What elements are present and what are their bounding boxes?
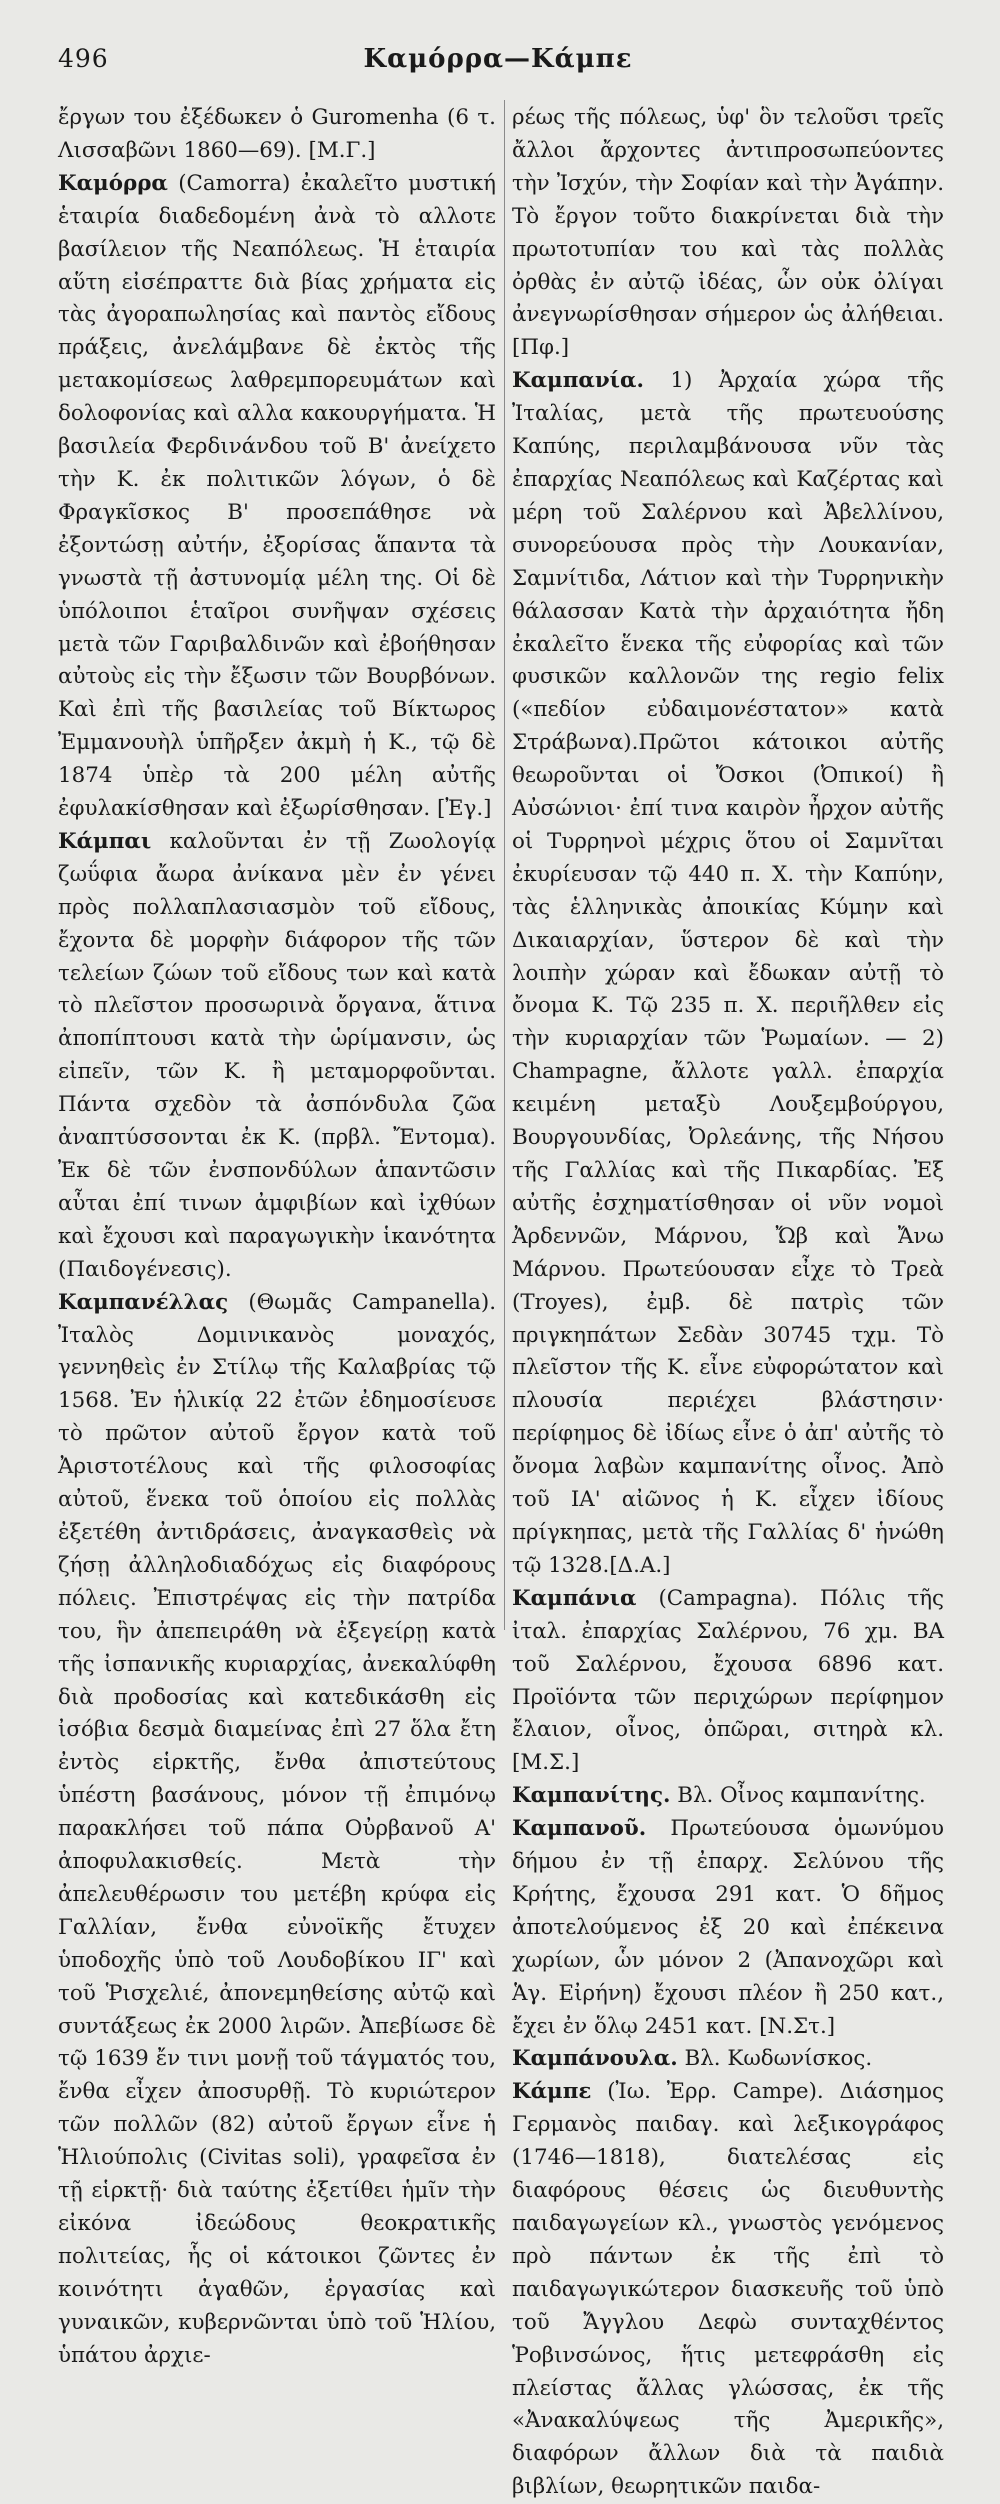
entry-text: (Θωμᾶς Campanella). Ἰταλὸς Δομινικανὸς μοναχός, γεννηθεὶς ἐν Στίλῳ τῆς Καλαβρίας τῷ 1568. Ἐν ἡλικίᾳ 22 ἐτῶν ἐδημοσίευσε τὸ πρῶτον αὐτοῦ ἔργον κατὰ τοῦ Ἀριστοτέλους καὶ τῆς φιλοσοφίας αὐτοῦ, ἕνεκα τοῦ ὁποίου εἰς πολλὰς ἐξετέθη ἀντιδράσεις, ἀναγκασθεὶς νὰ ζήσῃ ἀλληλοδιαδόχως εἰς διαφόρους πόλεις. Ἐπιστρέψας εἰς τὴν πατρίδα του, ἣν ἀπεπειράθη νὰ ἐξεγείρῃ κατὰ τῆς ἰσπανικῆς κυριαρχίας, ἀνεκαλύφθη διὰ προδοσίας καὶ κατεδικάσθη εἰς ἰσόβια δεσμὰ διαμείνας ἐπὶ 27 ὅλα ἔτη ἐντὸς εἱρκτῆς, ἔνθα ἀπιστεύτους ὑπέστη βασάνους, μόνον τῇ ἐπιμόνῳ παρακλήσει τοῦ πάπα Οὐρβανοῦ Α' ἀποφυλακισθείς. Μετὰ τὴν ἀπελευθέρωσιν του μετέβη κρύφα εἰς Γαλλίαν, ἔνθα εὐνοϊκῆς ἔτυχεν ὑποδοχῆς ὑπὸ τοῦ Λουδοβίκου ΙΓ' καὶ τοῦ Ῥισχελιέ, ἀπονεμηθείσης αὐτῷ καὶ συντάξεως ἐκ 2000 λιρῶν. Ἀπεβίωσε δὲ τῷ 1639 ἔν τινι μονῇ τοῦ τάγματός του, ἔνθα εἶχεν ἀποσυρθῇ. Τὸ κυριώτερον τῶν πολλῶν (82) αὐτοῦ ἔργων εἶνε ἡ Ἡλιούπολις (Civitas soli), γραφεῖσα ἐν τῇ εἱρκτῇ· διὰ ταύτης ἐξετίθει ἡμῖν τὴν εἰκόνα ἰδεώδους θεοκρατικῆς πολιτείας, ἧς οἱ κάτοικοι ζῶντες ἐν κοινότητι ἀγαθῶν, ἐργασίας καὶ γυναικῶν, κυβερνῶνται ὑπὸ τοῦ Ἡλίου, ὑπάτου ἀρχιε- (58, 1289, 496, 2368)
entry-headword: Καμπάνια (512, 1585, 637, 1611)
entry-text: 1) Ἀρχαία χώρα τῆς Ἰταλίας, μετὰ τῆς πρωτευούσης Καπύης, περιλαμβάνουσα νῦν τὰς ἐπαρχίας Νεαπόλεως καὶ Καζέρτας καὶ μέρη τοῦ Σαλέρνου καὶ Ἀβελλίνου, συνορεύουσα πρὸς τὴν Λουκανίαν, Σαμνίτιδα, Λάτιον καὶ τὴν Τυρρηνικὴν θάλασσαν Κατὰ τὴν ἀρχαιότητα ἤδη ἐκαλεῖτο ἕνεκα τῆς εὐφορίας καὶ τῶν φυσικῶν καλλονῶν της regio felix («πεδίον εὐδαιμονέστατον» κατὰ Στράβωνα).Πρῶτοι κάτοικοι αὐτῆς θεωροῦνται οἱ Ὄσκοι (Ὀπικοί) ἢ Αὐσώνιοι· ἐπί τινα καιρὸν ἦρχον αὐτῆς οἱ Τυρρηνοὶ μέχρις ὅτου οἱ Σαμνῖται ἐκυρίευσαν τῷ 440 π. Χ. τὴν Καπύην, τὰς ἑλληνικὰς ἀποικίας Κύμην καὶ Δικαιαρχίαν, ὕστερον δὲ καὶ τὴν λοιπὴν χώραν καὶ ἔδωκαν αὐτῇ τὸ ὄνομα Κ. Τῷ 235 π. Χ. περιῆλθεν εἰς τὴν κυριαρχίαν τῶν Ῥωμαίων. — 2) Champagne, ἄλλοτε γαλλ. ἐπαρχία κειμένη μεταξὺ Λουξεμβούργου, Βουργουνδίας, Ὀρλεάνης, τῆς Νήσου τῆς Γαλλίας καὶ τῆς Πικαρδίας. Ἐξ αὐτῆς ἐσχηματίσθησαν οἱ νῦν νομοὶ Ἀρδεννῶν, Μάρνου, Ὤβ καὶ Ἄνω Μάρνου. Πρωτεύουσαν εἶχε τὸ Τρεὰ (Troyes), ἐμβ. δὲ πατρὶς τῶν πριγκηπάτων Σεδὰν 30745 τχμ. Τὸ πλεῖστον τῆς Κ. εἶνε εὐφορώτατον καὶ πλουσία περιέχει βλάστησιν· περίφημος δὲ ἰδίως εἶνε ὁ ἀπ' αὐτῆς τὸ ὄνομα λαβὼν καμπανίτης οἶνος. Ἀπὸ τοῦ ΙΑ' αἰῶνος ἡ Κ. εἶχεν ἰδίους πρίγκηπας, μετὰ τῆς Γαλλίας δ' ἡνώθη τῷ 1328.[Δ.Α.] (512, 368, 944, 1578)
entry-headword: Καμπανία. (512, 368, 644, 394)
entry-headword: Καμπάνουλα. (512, 2046, 678, 2072)
entry-headword: Καμπανοῦ. (512, 1816, 647, 1842)
page-header (58, 44, 938, 84)
entry-text: (Campagna). Πόλις τῆς ἰταλ. ἐπαρχίας Σαλέρνου, 76 χμ. ΒΑ τοῦ Σαλέρνου, ἔχουσα 6896 κατ. Προϊόντα τῶν περιχώρων περίφημον ἔλαιον, οἶνος, ὀπῶραι, σιτηρὰ κλ. [Μ.Σ.] (512, 1585, 944, 1776)
entry-text: ἔργων του ἐξέδωκεν ὁ Guromenha (6 τ. Λισσαβῶνι 1860—69). [Μ.Γ.] (58, 105, 496, 163)
right-column (512, 102, 944, 2504)
entry-kampe (512, 2076, 944, 2504)
entry-continuation (512, 102, 944, 365)
entry-text: Βλ. Κωδωνίσκος. (677, 2046, 873, 2072)
left-column (58, 102, 496, 2373)
entry-headword: Κάμπαι (58, 828, 152, 854)
entry-continuation (58, 102, 496, 168)
entry-text: Πρωτεύουσα ὁμωνύμου δήμου ἐν τῇ ἐπαρχ. Σελύνου τῆς Κρήτης, ἔχουσα 291 κατ. Ὁ δῆμος ἀποτελούμενος ἐξ 20 καὶ ἐπέκεινα χωρίων, ὧν μόνον 2 (Ἀπανοχῶρι καὶ Ἁγ. Εἰρήνη) ἔχουσι πλέον ἢ 250 κατ., ἔχει ἐν ὅλῳ 2451 κατ. [Ν.Στ.] (512, 1816, 944, 2039)
entry-text: (Camorra) ἐκαλεῖτο μυστική ἑταιρία διαδεδομένη ἀνὰ τὸ αλλοτε βασίλειον τῆς Νεαπόλεως. Ἡ ἑταιρία αὕτη εἰσέπραττε διὰ βίας χρήματα εἰς τὰς ἀγοραπωλησίας καὶ παντὸς εἴδους πράξεις, ἀνελάμβανε δὲ ἐκτὸς τῆς μετακομίσεως λαθρεμπορευμάτων καὶ δολοφονίας καὶ αλλα κακουργήματα. Ἡ βασιλεία Φερδινάνδου τοῦ Β' ἀνείχετο τὴν Κ. ἐκ πολιτικῶν λόγων, ὁ δὲ Φραγκῖσκος Β' προσεπάθησε νὰ ἐξοντώσῃ αὐτήν, ἐξορίσας ἅπαντα τὰ γνωστὰ τῇ ἀστυνομίᾳ μέλη της. Οἱ δὲ ὑπόλοιποι ἑταῖροι συνῆψαν σχέσεις μετὰ τῶν Γαριβαλδινῶν καὶ ἐβοήθησαν αὐτοὺς εἰς τὴν ἔξωσιν τῶν Βουρβόνων. Καὶ ἐπὶ τῆς βασιλείας τοῦ Βίκτωρος Ἐμμανουὴλ ὑπῆρξεν ἀκμὴ ἡ Κ., τῷ δὲ 1874 ὑπὲρ τὰ 200 μέλη αὐτῆς ἐφυλακίσθησαν καὶ ἐξωρίσθησαν. [Ἐγ.] (58, 170, 496, 822)
page-number: 496 (58, 44, 109, 73)
entry-text: Βλ. Οἶνος καμπανίτης. (670, 1783, 926, 1809)
entry-kampagna (512, 1583, 944, 1780)
entry-kampanoula (512, 2043, 944, 2076)
entry-kampai (58, 826, 496, 1287)
entry-kampanou (512, 1813, 944, 2043)
column-divider (504, 100, 505, 1630)
entry-kamorra (58, 168, 496, 826)
entry-text: ρέως τῆς πόλεως, ὑφ' ὃν τελοῦσι τρεῖς ἄλλοι ἄρχοντες ἀντιπροσωπεύοντες τὴν Ἰσχύν, τὴν Σοφίαν καὶ τὴν Ἀγάπην. Τὸ ἔργον τοῦτο διακρίνεται διὰ τὴν πρωτοτυπίαν του καὶ τὰς πολλὰς ὀρθὰς ἐν αὐτῷ ἰδέας, ὧν οὐκ ὀλίγαι ἀνεγνωρίσθησαν σήμερον ὡς ἀλήθειαι. [Πφ.] (512, 105, 944, 361)
entry-kampanellas (58, 1287, 496, 2373)
entry-headword: Καμπανίτης. (512, 1783, 671, 1809)
entry-kampanitis (512, 1780, 944, 1813)
entry-headword: Καμόρρα (58, 170, 168, 196)
entry-text: καλοῦνται ἐν τῇ Ζωολογίᾳ ζωΰφια ἄωρα ἀνίκανα μὲν ἐν γένει πρὸς πολλαπλασιασμὸν τοῦ εἴδους, ἔχοντα δὲ μορφὴν διάφορον τῆς τῶν τελείων ζώων τοῦ εἴδους των καὶ κατὰ τὸ πλεῖστον προσωρινὰ ὄργανα, ἅτινα ἀποπίπτουσι κατὰ τὴν ὡρίμανσιν, ὡς εἰπεῖν, τῶν Κ. ἢ μεταμορφοῦνται. Πάντα σχεδὸν τὰ ἀσπόνδυλα ζῶα ἀναπτύσσονται ἐκ Κ. (πρβλ. Ἔντομα). Ἐκ δὲ τῶν ἐνσπονδύλων ἁπαντῶσιν αὗται ἐπί τινων ἀμφιβίων καὶ ἰχθύων καὶ ἔχουσι καὶ παραγωγικὴν ἱκανότητα (Παιδογένεσις). (58, 828, 496, 1282)
running-head: Καμόρρα—Κάμπε (363, 44, 633, 74)
entry-text: (Ἰω. Ἐρρ. Campe). Διάσημος Γερμανὸς παιδαγ. καὶ λεξικογράφος (1746—1818), διατελέσας εἰς διαφόρους θέσεις ὡς διευθυντὴς παιδαγωγείων κλ., γνωστὸς γενόμενος πρὸ πάντων ἐκ τῆς ἐπὶ τὸ παιδαγωγικώτερον διασκευῆς τοῦ ὑπὸ τοῦ Ἄγγλου Δεφὼ συνταχθέντος Ῥοβινσώνος, ἥτις μετεφράσθη εἰς πλείστας ἄλλας γλώσσας, ἐκ τῆς «Ἀνακαλύψεως τῆς Ἀμερικῆς», διαφόρων ἄλλων διὰ τὰ παιδιὰ βιβλίων, θεωρητικῶν παιδα- (512, 2079, 944, 2500)
entry-kampania (512, 365, 944, 1583)
entry-headword: Κάμπε (512, 2079, 592, 2105)
entry-headword: Καμπανέλλας (58, 1289, 229, 1315)
